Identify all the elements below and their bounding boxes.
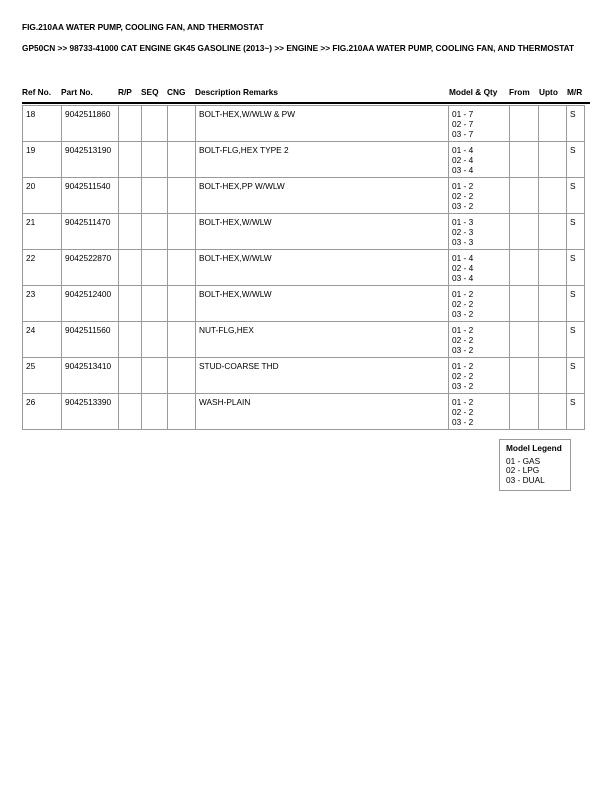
table-row [23,286,585,322]
seq-cell [142,106,168,142]
legend-item: 02 - LPG [506,465,540,475]
model-qty-cell [449,322,510,358]
upto-cell [539,214,567,250]
mr-cell: S [567,214,585,250]
table-row [23,358,585,394]
header-divider [22,102,590,104]
model-qty-line: 02 - 4 [452,154,474,165]
legend-item: 01 - GAS [506,455,541,466]
mr-cell: S [567,394,585,430]
description-cell: WASH-PLAIN [196,394,449,430]
table-row [23,106,585,142]
table-row [23,394,585,430]
upto-cell [539,106,567,142]
part-no-cell: 9042513190 [62,142,119,178]
upto-cell [539,322,567,358]
model-qty-cell [449,394,510,430]
model-qty-line: 02 - 2 [452,334,474,345]
model-qty-line: 02 - 4 [452,262,474,273]
description-cell: BOLT-HEX,W/WLW & PW [196,106,449,142]
description-cell: BOLT-HEX,PP W/WLW [196,178,449,214]
part-no-cell: 9042513390 [62,394,119,430]
model-qty-cell [449,250,510,286]
col-cng: CNG [167,87,186,97]
col-seq: SEQ [141,87,159,97]
mr-cell: S [567,322,585,358]
model-qty-cell [449,286,510,322]
rp-cell [119,286,142,322]
description-cell: BOLT-HEX,W/WLW [196,250,449,286]
rp-cell [119,106,142,142]
model-qty-line: 02 - 2 [452,298,474,309]
cng-cell [168,214,196,250]
model-qty-line: 01 - 2 [452,325,474,335]
legend-title: Model Legend [506,443,562,453]
model-qty-line: 01 - 3 [452,217,474,227]
description-cell: BOLT-HEX,W/WLW [196,286,449,322]
model-qty-cell [449,142,510,178]
model-qty-line: 01 - 2 [452,397,474,407]
cng-cell [168,178,196,214]
table-row [23,178,585,214]
rp-cell [119,178,142,214]
breadcrumb: GP50CN >> 98733-41000 CAT ENGINE GK45 GASOLINE (2013~) >> ENGINE >> FIG.210AA WATER PUMP, COOLING FAN, AND THERMOSTAT [22,43,575,53]
seq-cell [142,214,168,250]
col-part-no: Part No. [61,87,93,97]
rp-cell [119,250,142,286]
model-qty-line: 01 - 2 [452,181,474,191]
col-mr: M/R [567,87,583,97]
seq-cell [142,142,168,178]
model-qty-line: 03 - 2 [452,200,474,211]
model-qty-line: 01 - 7 [452,109,474,119]
ref-no-cell: 20 [23,178,62,214]
cng-cell [168,322,196,358]
from-cell [510,142,539,178]
model-legend [499,439,571,491]
page-title: FIG.210AA WATER PUMP, COOLING FAN, AND THERMOSTAT [22,22,264,32]
from-cell [510,394,539,430]
model-qty-line: 03 - 7 [452,128,474,139]
column-header [0,87,612,101]
ref-no-cell: 26 [23,394,62,430]
col-model-qty: Model & Qty [449,87,498,97]
description-cell: STUD-COARSE THD [196,358,449,394]
model-qty-line: 01 - 2 [452,289,474,299]
part-no-cell: 9042512400 [62,286,119,322]
model-qty-line: 03 - 3 [452,236,474,247]
from-cell [510,286,539,322]
seq-cell [142,322,168,358]
model-qty-cell [449,178,510,214]
upto-cell [539,394,567,430]
seq-cell [142,250,168,286]
rp-cell [119,358,142,394]
seq-cell [142,286,168,322]
col-rp: R/P [118,87,132,97]
cng-cell [168,106,196,142]
table-row [23,322,585,358]
model-qty-cell [449,358,510,394]
cng-cell [168,142,196,178]
from-cell [510,358,539,394]
col-from: From [509,87,530,97]
seq-cell [142,178,168,214]
model-qty-cell [449,106,510,142]
table-row [23,250,585,286]
cng-cell [168,250,196,286]
rp-cell [119,142,142,178]
model-qty-line: 03 - 2 [452,416,474,427]
legend-item: 03 - DUAL [506,474,545,485]
model-qty-line: 02 - 3 [452,226,474,237]
model-qty-line: 01 - 4 [452,145,474,155]
upto-cell [539,286,567,322]
cng-cell [168,358,196,394]
mr-cell: S [567,286,585,322]
model-qty-line: 03 - 2 [452,380,474,391]
description-cell: BOLT-HEX,W/WLW [196,214,449,250]
mr-cell: S [567,178,585,214]
cng-cell [168,394,196,430]
model-qty-line: 02 - 2 [452,190,474,201]
rp-cell [119,394,142,430]
model-qty-line: 01 - 4 [452,253,474,263]
upto-cell [539,142,567,178]
model-qty-line: 02 - 7 [452,118,474,129]
col-description: Description Remarks [195,87,279,97]
ref-no-cell: 23 [23,286,62,322]
model-qty-cell [449,214,510,250]
ref-no-cell: 22 [23,250,62,286]
model-qty-line: 03 - 2 [452,344,474,355]
ref-no-cell: 25 [23,358,62,394]
ref-no-cell: 24 [23,322,62,358]
mr-cell: S [567,142,585,178]
part-no-cell: 9042511540 [62,178,119,214]
from-cell [510,178,539,214]
col-upto: Upto [539,87,558,97]
from-cell [510,106,539,142]
upto-cell [539,250,567,286]
ref-no-cell: 18 [23,106,62,142]
model-qty-line: 03 - 4 [452,272,474,283]
description-cell: NUT-FLG,HEX [196,322,449,358]
description-cell: BOLT-FLG,HEX TYPE 2 [196,142,449,178]
part-no-cell: 9042522870 [62,250,119,286]
model-qty-line: 01 - 2 [452,361,474,371]
table-row [23,214,585,250]
part-no-cell: 9042511470 [62,214,119,250]
from-cell [510,322,539,358]
ref-no-cell: 21 [23,214,62,250]
part-no-cell: 9042511560 [62,322,119,358]
mr-cell: S [567,106,585,142]
mr-cell: S [567,250,585,286]
seq-cell [142,358,168,394]
parts-table [22,105,585,430]
part-no-cell: 9042511860 [62,106,119,142]
ref-no-cell: 19 [23,142,62,178]
seq-cell [142,394,168,430]
upto-cell [539,178,567,214]
model-qty-line: 02 - 2 [452,370,474,381]
table-row [23,142,585,178]
col-ref-no: Ref No. [22,87,52,97]
rp-cell [119,214,142,250]
from-cell [510,214,539,250]
part-no-cell: 9042513410 [62,358,119,394]
rp-cell [119,322,142,358]
model-qty-line: 03 - 2 [452,308,474,319]
upto-cell [539,358,567,394]
from-cell [510,250,539,286]
cng-cell [168,286,196,322]
model-qty-line: 03 - 4 [452,164,474,175]
mr-cell: S [567,358,585,394]
model-qty-line: 02 - 2 [452,406,474,417]
